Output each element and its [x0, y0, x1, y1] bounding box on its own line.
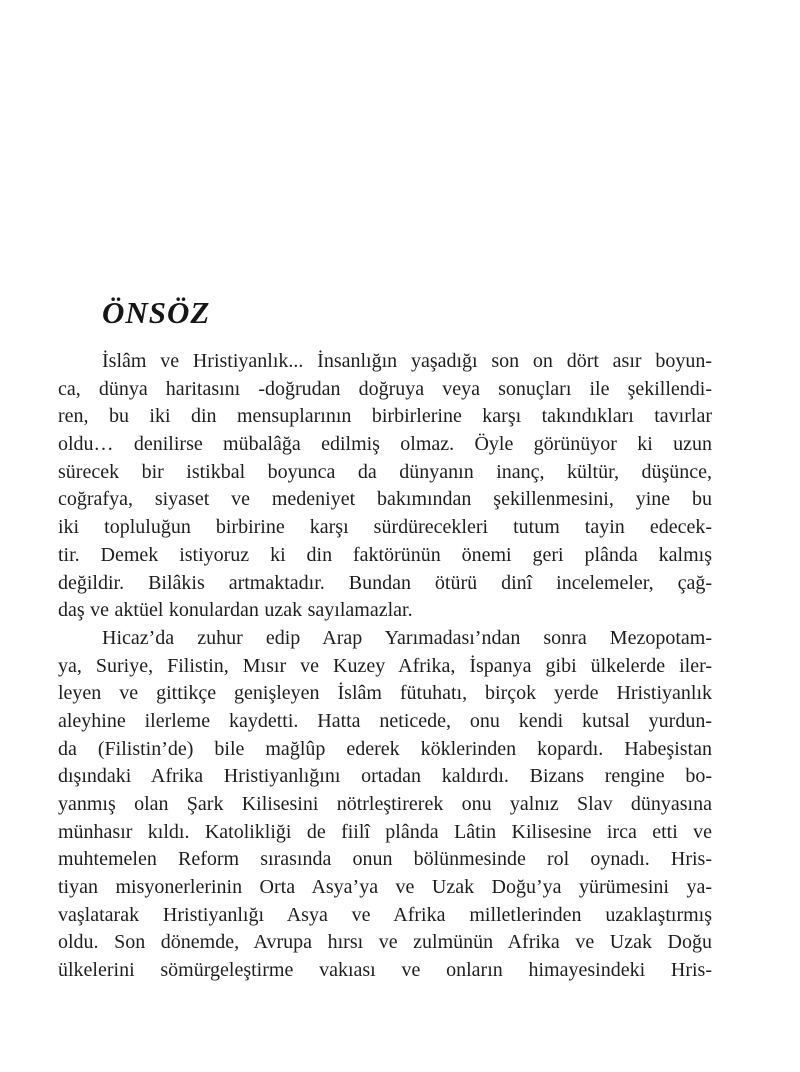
text-line: ülkelerini sömürgeleştirme vakıası ve onların himayesindeki Hris-	[58, 959, 712, 982]
text-line: aleyhine ilerleme kaydetti. Hatta neticede, onu kendi kutsal yurdun-	[58, 709, 712, 732]
body-text	[58, 348, 712, 985]
text-line: iki topluluğun birbirine karşı sürdürecekleri tutum tayin edecek-	[58, 516, 712, 539]
text-line: oldu… denilirse mübalâğa edilmiş olmaz. Öyle görünüyor ki uzun	[58, 433, 712, 456]
text-line: ren, bu iki din mensuplarının birbirlerine karşı takındıkları tavırlar	[58, 405, 712, 428]
text-line: yanmış olan Şark Kilisesini nötrleştirerek onu yalnız Slav dünyasına	[58, 793, 712, 815]
text-line: oldu. Son dönemde, Avrupa hırsı ve zulmünün Afrika ve Uzak Doğu	[58, 931, 712, 954]
page-content	[58, 294, 712, 985]
text-line: ca, dünya haritasını -doğrudan doğruya veya sonuçları ile şekillendi-	[58, 377, 712, 400]
text-line: değildir. Bilâkis artmaktadır. Bundan ötürü dinî incelemeler, çağ-	[58, 571, 712, 594]
text-line: vaşlatarak Hristiyanlığı Asya ve Afrika milletlerinden uzaklaştırmış	[58, 903, 712, 926]
text-line: dışındaki Afrika Hristiyanlığını ortadan kaldırdı. Bizans rengine bo-	[58, 765, 712, 788]
text-line: tiyan misyonerlerinin Orta Asya’ya ve Uzak Doğu’ya yürümesini ya-	[58, 876, 712, 899]
text-line: İslâm ve Hristiyanlık... İnsanlığın yaşadığı son on dört asır boyun-	[102, 350, 712, 372]
text-line: da (Filistin’de) bile mağlûp ederek köklerinden kopardı. Habeşistan	[58, 737, 712, 760]
text-line: ya, Suriye, Filistin, Mısır ve Kuzey Afrika, İspanya gibi ülkelerde iler-	[58, 654, 712, 677]
text-line: Hicaz’da zuhur edip Arap Yarımadası’ndan sonra Mezopotam-	[102, 626, 712, 649]
text-line: sürecek bir istikbal boyunca da dünyanın inanç, kültür, düşünce,	[58, 460, 712, 483]
text-line: tir. Demek istiyoruz ki din faktörünün önemi geri plânda kalmış	[58, 543, 712, 566]
text-line: muhtemelen Reform sırasında onun bölünmesinde rol oynadı. Hris-	[58, 848, 712, 871]
text-line: leyen ve gittikçe genişleyen İslâm fütuhatı, birçok yerde Hristiyanlık	[58, 682, 712, 705]
text-line: daş ve aktüel konulardan uzak sayılamazlar.	[58, 599, 413, 622]
text-line: coğrafya, siyaset ve medeniyet bakımından şekillenmesini, yine bu	[58, 488, 712, 511]
chapter-heading: ÖNSÖZ	[102, 295, 211, 330]
text-line: münhasır kıldı. Katolikliği de fiilî plânda Lâtin Kilisesine irca etti ve	[58, 820, 712, 843]
